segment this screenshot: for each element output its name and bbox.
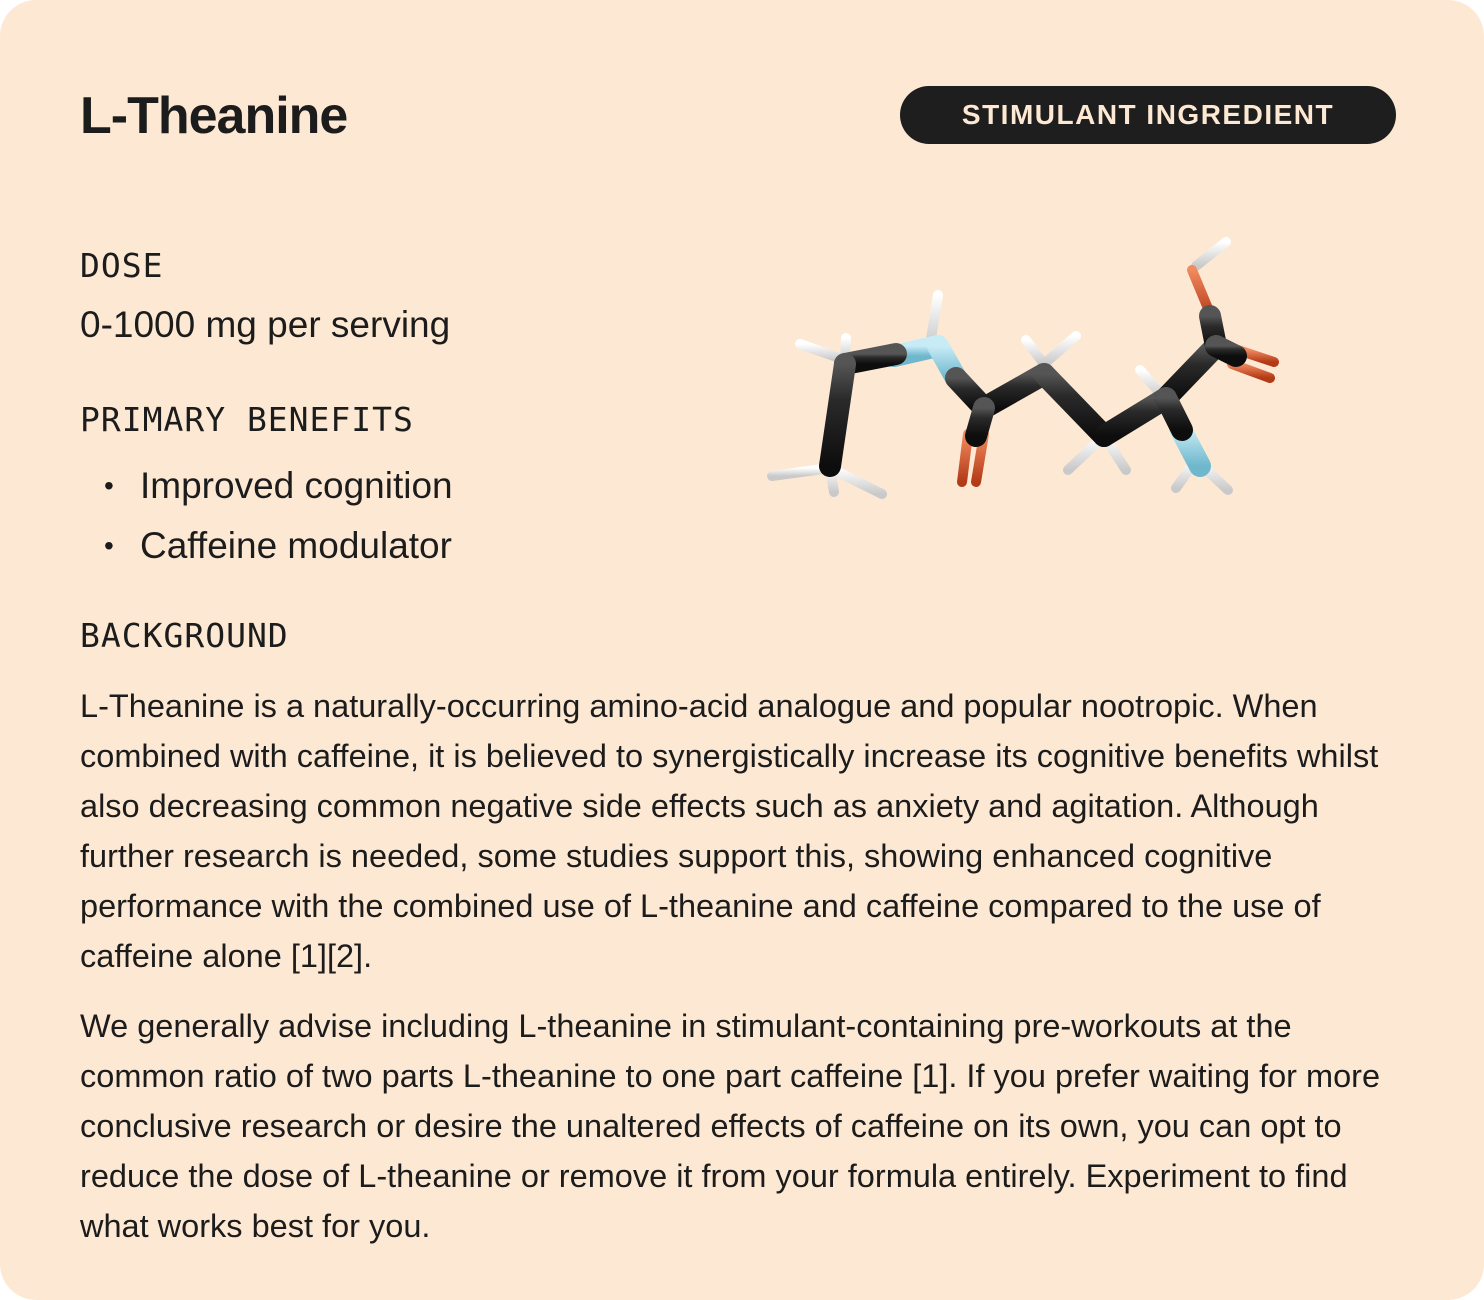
background-paragraph-1: L-Theanine is a naturally-occurring amino-acid analogue and popular nootropic. When combined with caffeine, it is believed to synergistically increase its cognitive benefits whilst also decreasing common negative side effects such as anxiety and agitation. Although further research is needed, some studies support this, showing enhanced cognitive performance with the combined use of L-theanine and caffeine compared to the use of caffeine alone [1][2].: [80, 688, 1379, 974]
bullet-icon: •: [104, 470, 114, 501]
benefits-list: [80, 456, 453, 576]
dose-value: 0-1000 mg per serving: [80, 304, 451, 345]
benefit-text: Caffeine modulator: [140, 525, 452, 566]
list-item: [80, 516, 453, 576]
list-item: [80, 456, 453, 516]
background-paragraph-2: We generally advise including L-theanine in stimulant-containing pre-workouts at the common ratio of two parts L-theanine to one part caffeine [1]. If you prefer waiting for more conclusive research or desire the unaltered effects of caffeine on its own, you can opt to reduce the dose of L-theanine or remove it from your formula entirely. Experiment to find what works best for you.: [80, 1008, 1381, 1244]
stimulant-ingredient-badge: STIMULANT INGREDIENT: [900, 86, 1396, 144]
dose-label: DOSE: [80, 246, 164, 285]
molecule-3d-model-icon: [760, 228, 1300, 518]
bullet-icon: •: [104, 530, 114, 561]
background-label: BACKGROUND: [80, 616, 289, 655]
primary-benefits-label: PRIMARY BENEFITS: [80, 400, 414, 439]
ingredient-title: L-Theanine: [80, 87, 348, 145]
benefit-text: Improved cognition: [140, 465, 453, 506]
